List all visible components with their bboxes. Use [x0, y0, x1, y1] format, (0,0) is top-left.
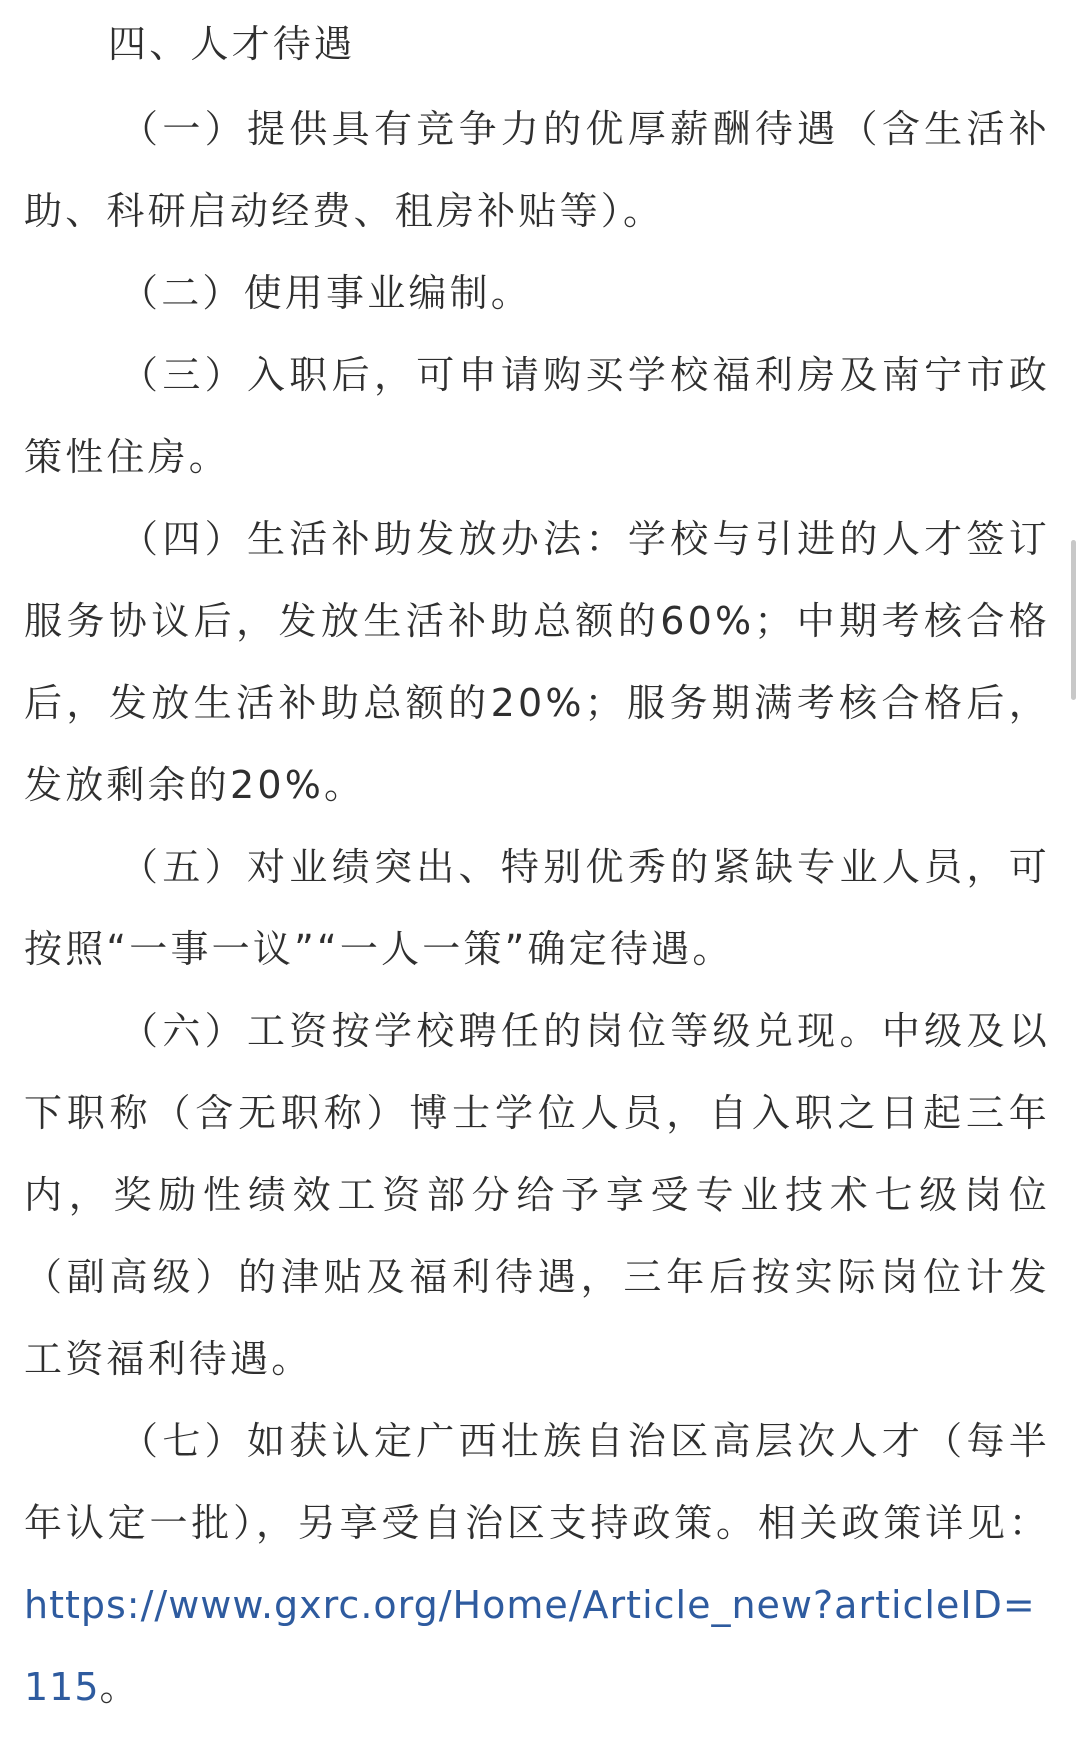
paragraph-7 [24, 1400, 1050, 1728]
paragraph-1: （一）提供具有竞争力的优厚薪酬待遇（含生活补助、科研启动经费、租房补贴等）。 [24, 107, 1050, 233]
policy-link[interactable]: https://www.gxrc.org/Home/Article_new?articleID=115 [24, 1583, 1036, 1709]
paragraph-6: （六）工资按学校聘任的岗位等级兑现。中级及以下职称（含无职称）博士学位人员，自入职之日起三年内，奖励性绩效工资部分给予享受专业技术七级岗位（副高级）的津贴及福利待遇，三年后按实际岗位计发工资福利待遇。 [24, 1009, 1050, 1381]
paragraph-5: （五）对业绩突出、特别优秀的紧缺专业人员，可按照“一事一议”“一人一策”确定待遇。 [24, 845, 1050, 971]
scrollbar[interactable] [1071, 540, 1076, 700]
paragraph-2: （二）使用事业编制。 [120, 271, 533, 315]
paragraph-7-end: 。 [99, 1665, 141, 1709]
paragraph-4: （四）生活补助发放办法：学校与引进的人才签订服务协议后，发放生活补助总额的60%；中期考核合格后，发放生活补助总额的20%；服务期满考核合格后，发放剩余的20%。 [24, 517, 1050, 807]
paragraph-3: （三）入职后，可申请购买学校福利房及南宁市政策性住房。 [24, 353, 1050, 479]
paragraph-7-text: （七）如获认定广西壮族自治区高层次人才（每半年认定一批），另享受自治区支持政策。相关政策详见： [24, 1419, 1050, 1545]
article-body [24, 0, 1050, 1728]
section-heading: 四、人才待遇 [108, 22, 356, 66]
